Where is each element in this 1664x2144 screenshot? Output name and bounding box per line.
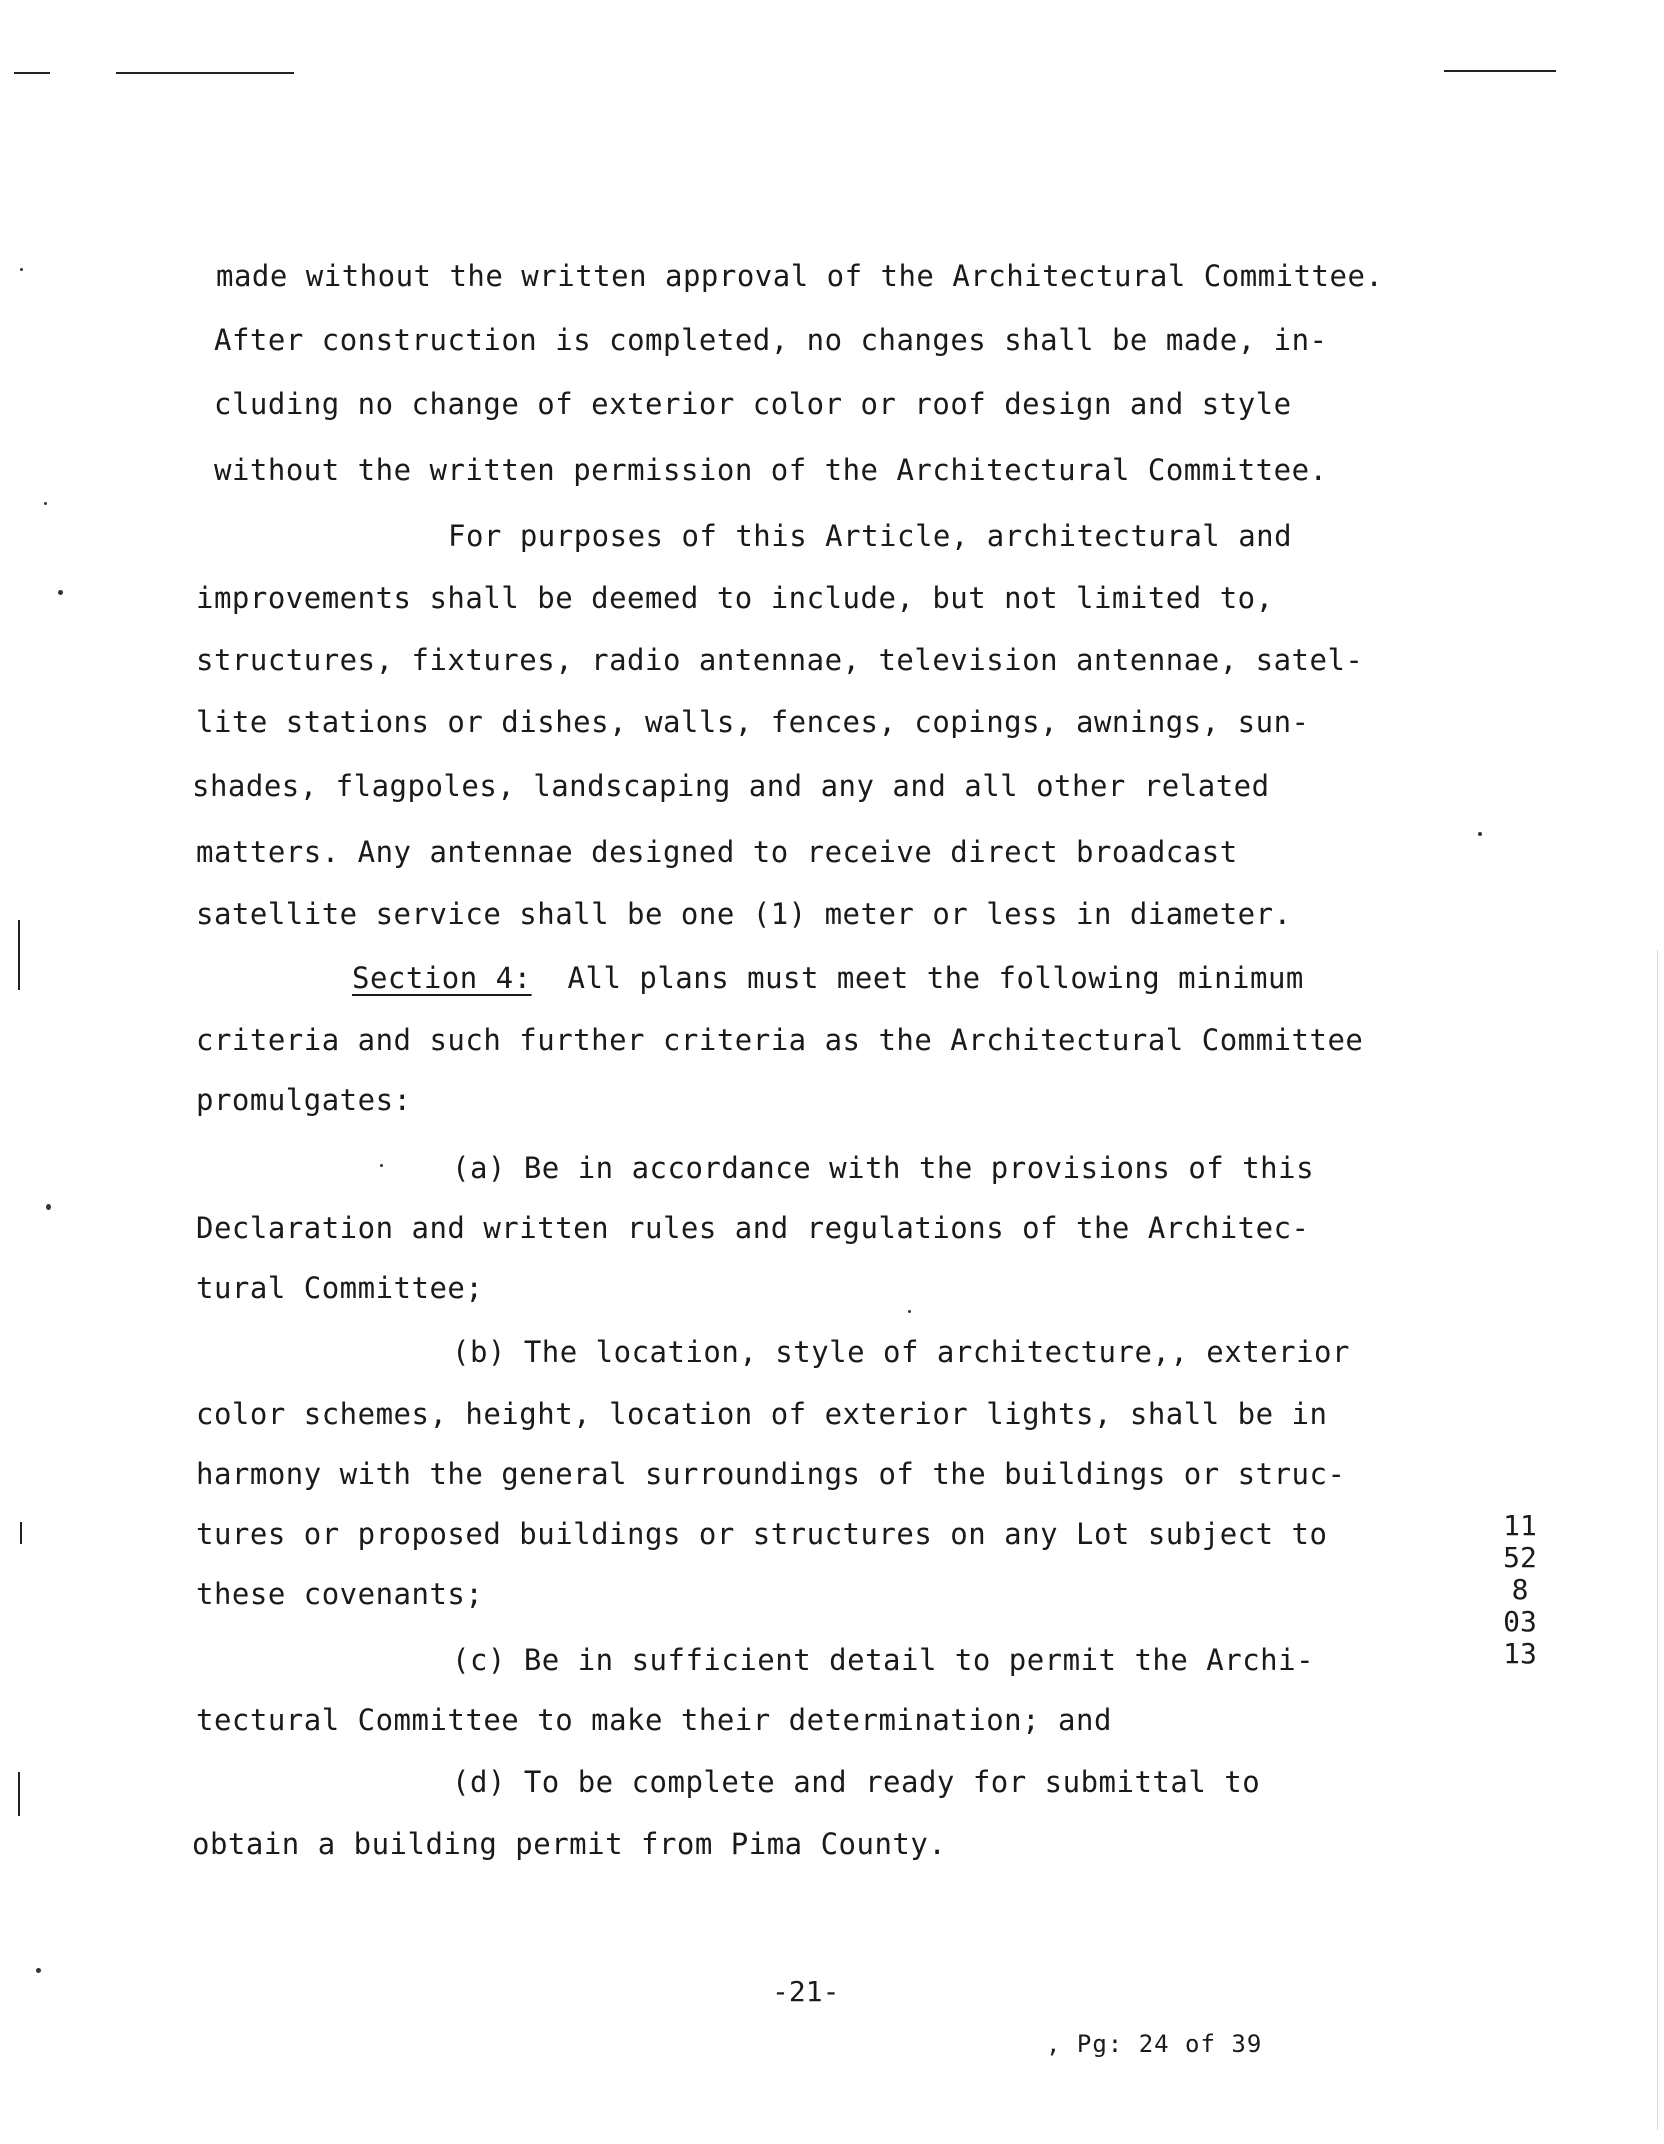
text-line: color schemes, height, location of exterior lights, shall be in bbox=[196, 1397, 1328, 1431]
list-item-a: (a) Be in accordance with the provisions of this bbox=[452, 1151, 1315, 1185]
scan-bar bbox=[18, 1772, 20, 1816]
page-number: -21- bbox=[772, 1975, 840, 2008]
text-line: cluding no change of exterior color or roof design and style bbox=[214, 387, 1292, 421]
page-reference: , Pg: 24 of 39 bbox=[1046, 2030, 1263, 2058]
scan-speck bbox=[380, 1164, 383, 1167]
recording-stamp: 11528 0313 bbox=[1503, 1509, 1537, 1670]
scan-speck bbox=[44, 502, 47, 505]
text-line: tures or proposed buildings or structures on any Lot subject to bbox=[196, 1517, 1328, 1551]
scan-speck bbox=[908, 1310, 911, 1313]
text-line: shades, flagpoles, landscaping and any and all other related bbox=[192, 769, 1270, 803]
text-line: criteria and such further criteria as the Architectural Committee bbox=[196, 1023, 1364, 1057]
scan-rule-top-left bbox=[116, 72, 294, 74]
scan-speck bbox=[1478, 832, 1482, 836]
text-line: harmony with the general surroundings of the buildings or struc- bbox=[196, 1457, 1346, 1491]
text-line: Declaration and written rules and regulations of the Architec- bbox=[196, 1211, 1310, 1245]
text-line: tectural Committee to make their determination; and bbox=[196, 1703, 1112, 1737]
list-item-b: (b) The location, style of architecture,, exterior bbox=[452, 1335, 1350, 1369]
text-line: structures, fixtures, radio antennae, television antennae, satel- bbox=[196, 643, 1364, 677]
scan-speck bbox=[58, 590, 63, 595]
scan-bar bbox=[18, 920, 20, 990]
scan-speck bbox=[36, 1968, 41, 1973]
text-line: without the written permission of the Architectural Committee. bbox=[214, 453, 1328, 487]
text-line: After construction is completed, no changes shall be made, in- bbox=[214, 323, 1328, 357]
text-line: obtain a building permit from Pima County. bbox=[192, 1827, 947, 1861]
text-line: made without the written approval of the Architectural Committee. bbox=[216, 259, 1384, 293]
text-line: promulgates: bbox=[196, 1083, 412, 1117]
text-line: satellite service shall be one (1) meter or less in diameter. bbox=[196, 897, 1292, 931]
text-line: improvements shall be deemed to include, but not limited to, bbox=[196, 581, 1274, 615]
scan-rule-top-left-short bbox=[14, 72, 50, 74]
text-line: these covenants; bbox=[196, 1577, 484, 1611]
list-item-c: (c) Be in sufficient detail to permit the Archi- bbox=[452, 1643, 1315, 1677]
text-line: lite stations or dishes, walls, fences, copings, awnings, sun- bbox=[196, 705, 1310, 739]
list-item-d: (d) To be complete and ready for submittal to bbox=[452, 1765, 1261, 1799]
section-4-line bbox=[352, 960, 1304, 996]
scan-rule-top-right bbox=[1444, 70, 1556, 72]
scan-edge-line bbox=[1657, 950, 1658, 2130]
scan-speck bbox=[20, 268, 23, 271]
scan-bar bbox=[20, 1522, 22, 1544]
text-line: For purposes of this Article, architectural and bbox=[448, 519, 1293, 553]
text-line: matters. Any antennae designed to receive direct broadcast bbox=[196, 835, 1238, 869]
text-line: All plans must meet the following minimum bbox=[567, 961, 1304, 995]
scan-speck bbox=[46, 1204, 51, 1210]
text-line: tural Committee; bbox=[196, 1271, 484, 1305]
section-heading: Section 4: bbox=[352, 961, 532, 995]
